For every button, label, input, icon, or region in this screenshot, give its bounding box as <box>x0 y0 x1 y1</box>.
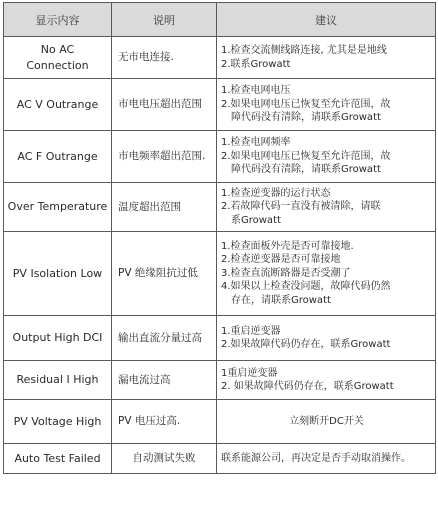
fault-display-line: Connection <box>26 58 89 72</box>
fault-suggestion <box>217 131 436 183</box>
table-row <box>4 316 436 361</box>
suggestion-line: 存在，请联系Growatt <box>231 294 331 306</box>
fault-description: 无市电连接. <box>112 37 217 79</box>
suggestion-line: 障代码没有清除，请联系Growatt <box>231 164 381 176</box>
fault-suggestion <box>217 79 436 131</box>
suggestion-line: 4.如果以上检查没问题，故障代码仍然 <box>221 281 391 293</box>
fault-display-line: No AC <box>40 42 75 56</box>
table-row <box>4 444 436 474</box>
table-row <box>4 131 436 183</box>
fault-display-line: AC V Outrange <box>16 97 99 111</box>
fault-display-line: PV Isolation Low <box>12 266 103 280</box>
suggestion-line: 立刻断开DC开关 <box>289 415 364 427</box>
header-description: 说明 <box>112 3 217 37</box>
table-row <box>4 400 436 444</box>
fault-display-text <box>4 37 112 79</box>
header-display-content: 显示内容 <box>4 3 112 37</box>
fault-display-text <box>4 361 112 400</box>
suggestion-line: 2.如果故障代码仍存在，联系Growatt <box>221 339 391 350</box>
fault-suggestion <box>217 361 436 400</box>
fault-display-text <box>4 316 112 361</box>
fault-display-text <box>4 79 112 131</box>
fault-suggestion <box>217 183 436 232</box>
fault-display-line: Over Temperature <box>7 200 108 213</box>
fault-description: PV 电压过高. <box>112 400 217 444</box>
suggestion-line: 1.检查电网频率 <box>221 137 291 149</box>
fault-description: PV 绝缘阻抗过低 <box>112 232 217 316</box>
suggestion-line: 系Growatt <box>231 214 281 226</box>
fault-description: 自动测试失败 <box>112 444 217 474</box>
suggestion-line: 1.检查电网电压 <box>221 85 291 97</box>
suggestion-line: 2.若故障代码一直没有被清除，请联 <box>221 201 381 213</box>
suggestion-line: 3.检查直流断路器是否受潮了 <box>221 267 351 279</box>
fault-suggestion <box>217 37 436 79</box>
fault-table-container <box>3 2 435 474</box>
suggestion-line: 1.检查逆变器的运行状态 <box>221 187 331 199</box>
fault-description: 市电频率超出范围. <box>112 131 217 183</box>
fault-suggestion <box>217 316 436 361</box>
fault-suggestion <box>217 400 436 444</box>
table-row <box>4 79 436 131</box>
suggestion-line: 2.联系Growatt <box>221 58 291 70</box>
fault-display-text <box>4 183 112 232</box>
fault-display-line: AC F Outrange <box>17 149 98 163</box>
fault-display-text <box>4 444 112 474</box>
table-row <box>4 183 436 232</box>
fault-display-line: Residual I High <box>16 373 99 386</box>
suggestion-line: 1.重启逆变器 <box>221 325 281 337</box>
suggestion-line: 2. 如果故障代码仍存在，联系Growatt <box>221 381 394 392</box>
table-row <box>4 361 436 400</box>
table-row <box>4 37 436 79</box>
fault-display-line: Auto Test Failed <box>14 451 101 465</box>
fault-display-text <box>4 131 112 183</box>
suggestion-line: 2.检查逆变器是否可靠接地 <box>221 254 341 266</box>
table-header-row <box>4 3 436 37</box>
fault-description: 输出直流分量过高 <box>112 316 217 361</box>
suggestion-line: 2.如果电网电压已恢复至允许范围，故 <box>221 98 391 110</box>
fault-suggestion <box>217 444 436 474</box>
suggestion-line: 障代码没有清除，请联系Growatt <box>231 112 381 124</box>
suggestion-line: 联系能源公司，再决定是否手动取消操作。 <box>221 452 411 464</box>
fault-description: 漏电流过高 <box>112 361 217 400</box>
fault-display-line: Output High DCI <box>12 331 103 344</box>
fault-display-text <box>4 400 112 444</box>
table-row <box>4 232 436 316</box>
header-suggestion: 建议 <box>217 3 436 37</box>
suggestion-line: 2.如果电网电压已恢复至允许范围，故 <box>221 150 391 162</box>
suggestion-line: 1重启逆变器 <box>221 367 278 379</box>
fault-suggestion <box>217 232 436 316</box>
fault-code-table <box>3 2 436 474</box>
suggestion-line: 1.检查面板外壳是否可靠接地. <box>221 240 354 252</box>
fault-description: 温度超出范围 <box>112 183 217 232</box>
fault-display-text <box>4 232 112 316</box>
fault-display-line: PV Voltage High <box>13 414 102 428</box>
fault-description: 市电电压超出范围 <box>112 79 217 131</box>
suggestion-line: 1.检查交流侧线路连接, 尤其是是地线 <box>221 45 387 56</box>
